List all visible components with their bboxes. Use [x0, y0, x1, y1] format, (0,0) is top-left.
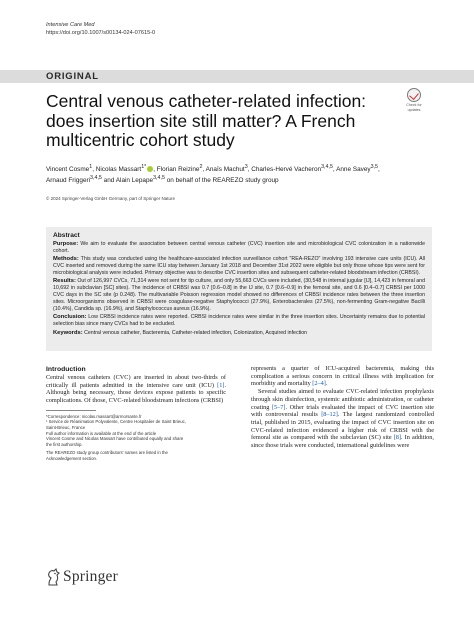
- author-name[interactable]: , Anaïs Machut: [202, 166, 245, 174]
- body-text: Several studies aimed to evaluate CVC-related infection prophylaxis through skin disinfection, systemic antibiotic administration, or catheter coating: [251, 388, 434, 411]
- affiliation-sup: 2: [199, 164, 203, 170]
- purpose-text: We aim to evaluate the association between central venous catheter (CVC) insertion site and microbiological CVC colonization in a nationwide cohort.: [53, 241, 425, 254]
- affiliation-footnote-2: Saint-Brieuc, France: [46, 425, 86, 430]
- citation-link[interactable]: [8–12]: [321, 411, 338, 419]
- author-name[interactable]: and Alain Lepape: [101, 177, 154, 185]
- journal-header: [46, 22, 155, 37]
- abstract-methods: [53, 256, 425, 277]
- citation-link[interactable]: [5–7]: [271, 403, 286, 411]
- author-list: [46, 163, 391, 186]
- correspondence-footnote: *Correspondence: nicolas.massart@armorsante.fr: [46, 413, 142, 419]
- citation-link[interactable]: [1]: [217, 381, 225, 389]
- affiliation-sup: 3: [244, 164, 248, 170]
- citation-link[interactable]: [8]: [393, 434, 401, 442]
- check-for-updates-badge[interactable]: [403, 88, 425, 114]
- equal-contribution-footnote-1: Vincent Cosme and Nicolas Massart have contributed equally and share: [46, 436, 184, 442]
- body-text: represents a quarter of ICU-acquired bacteremia, making this complication a serious concern in critical illness with implication for morbidity and mortality: [251, 365, 434, 388]
- conclusion-label: Conclusion:: [53, 313, 87, 320]
- intro-text: Central venous catheters (CVC) are inserted in about two-thirds of critically ill patients admitted in the intensive care unit (ICU): [46, 374, 226, 389]
- journal-name: Intensive Care Med: [46, 22, 95, 28]
- citation-link[interactable]: [2–4]: [312, 380, 326, 388]
- abstract-box: [46, 227, 432, 351]
- author-name[interactable]: Vincent Cosme: [46, 166, 90, 174]
- right-column: [251, 365, 434, 450]
- affiliation-sup: 3,4,5: [321, 164, 333, 170]
- equal-contribution-footnote-2: the first authorship.: [46, 441, 83, 447]
- author-name[interactable]: , Charles-Hervé Vacheron: [247, 166, 322, 174]
- author-name[interactable]: , Nicolas Massart: [92, 166, 142, 174]
- intro-text: . Although being necessary, those devices expose patients to specific complications. Of those, CVC-related bloodstream infections (CRBSI): [46, 381, 226, 405]
- body-paragraph-2: [251, 388, 434, 450]
- body-text: . The largest randomized controlled trial, published in 2015, evaluating the impact of CVC insertion site on CVC-related infection evidenced a higher risk of CRBSI with the femoral site as compared with the subclavian (SC) site: [251, 411, 434, 442]
- author-name[interactable]: , Florian Reizine: [153, 166, 200, 174]
- author-name[interactable]: , Anne Savey: [332, 166, 371, 174]
- article-type-label: ORIGINAL: [46, 71, 99, 82]
- results-text: Out of 126,997 CVCs, 71,314 were not sent for tip culture, and only 55,663 CVCs were included, (30,548 in internal jugular [IJ], 14,423 in femoral and 10,692 in subclavian [SC] sites). The incidence of CRBSI was 0.7 [0.6–0.8] in the IJ site, 0.7 [0.6–0.9] in the femoral site, and 0.6 [0.4–0.7] CRBSI per 1000 CVC days in the SC site (p 0.248). The multivariable Poisson regression model showed no differences of CRBSI incidence rates between the three insertion sites. Microorganisms observed in CRBSI were coagulase-negative Staphylococci (27.9%), Enterobacterales (27.5%), non-fermenting Gram-negative Bacilli (10.4%), Candida sp. (16.9%), and Staphylococcus aureus (16.9%).: [53, 277, 425, 312]
- publisher-logo: [46, 566, 166, 588]
- copyright-notice: © 2024 Springer-Verlag GmbH Germany, part of Springer Nature: [46, 196, 176, 201]
- keywords-row: [53, 330, 425, 337]
- article-title: Central venous catheter-related infection: does insertion site still matter? A French multicentric cohort study: [46, 91, 367, 150]
- springer-knight-icon: [46, 566, 60, 586]
- body-text: . Other trials evaluated the impact of CVC insertion site with controversial results: [251, 403, 434, 419]
- left-column: [46, 365, 226, 462]
- affiliation-sup: 3,5: [370, 164, 379, 170]
- author-info-footnote: Full author information is available at the end of the article: [46, 430, 157, 436]
- article-type-band: [0, 70, 474, 83]
- methods-text: This study was conducted using the healthcare-associated infection surveillance cohort "REA-REZO" involving 193 intensive care units (ICU). All CVC inserted and removed during the same ICU stay between January 1st 2018 and December 31st 2022 were eligible but only those whose tips were sent for microbiological analysis were included. Primary objective was to describe CVC insertion sites and subsequent catheter-related bloodstream infection (CRBSI).: [53, 256, 425, 276]
- keywords-label: Keywords:: [53, 330, 83, 337]
- abstract-purpose: [53, 241, 425, 255]
- results-label: Results:: [53, 277, 76, 284]
- abstract-results: [53, 278, 425, 313]
- doi-link[interactable]: https://doi.org/10.1007/s00134-024-07615-0: [46, 29, 156, 36]
- publisher-name: Springer: [63, 568, 118, 585]
- affiliation-sup: 3,4,5: [90, 175, 102, 182]
- abstract-heading: Abstract: [53, 232, 80, 239]
- check-updates-icon: [407, 88, 421, 102]
- check-updates-label-2: updates: [407, 108, 421, 112]
- introduction-paragraph: [46, 374, 226, 405]
- footnote-divider: [46, 410, 96, 411]
- purpose-label: Purpose:: [53, 241, 79, 247]
- methods-label: Methods:: [53, 256, 79, 262]
- study-group-footnote-2: Acknowledgement section.: [46, 455, 98, 461]
- affiliation-sup: 1*: [141, 164, 147, 170]
- affiliation-footnote-1: ¹ Service de Réanimation Polyvalente, Centre Hospitalier de Saint Brieuc,: [46, 419, 186, 425]
- abstract-conclusion: [53, 314, 425, 328]
- affiliation-sup: 1: [89, 164, 93, 170]
- affiliation-sup: 3,4,5: [153, 175, 165, 182]
- study-group-footnote-1: The REAREZO study group contributors' names are listed in the: [46, 450, 168, 456]
- keywords-text: Central venous catheter, Bacteremia, Catheter-related infection, Colonization, Acquired infection: [82, 330, 308, 337]
- author-name[interactable]: , Arnaud Friggeri: [46, 166, 380, 185]
- conclusion-text: Low CRBSI incidence rates were reported. CRBSI incidence rates were similar in the three insertion sites. Uncertainty remains due to potential selection bias since many CVCs had to be excluded.: [53, 313, 425, 327]
- body-text: . In addition, since those trials were conducted, international guidelines were: [251, 434, 434, 450]
- check-updates-label-1: Check for: [406, 103, 422, 107]
- study-group: on behalf of the REAREZO study group: [164, 177, 279, 185]
- body-text: .: [325, 380, 328, 388]
- introduction-heading: Introduction: [46, 366, 86, 373]
- body-paragraph-1: [251, 365, 434, 388]
